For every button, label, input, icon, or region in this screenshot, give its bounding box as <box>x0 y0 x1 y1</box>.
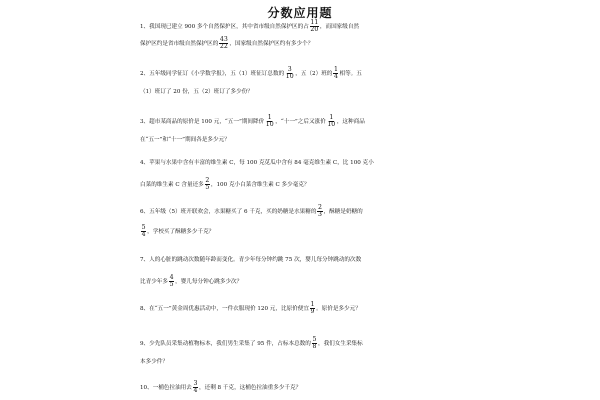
problem-text: 4、苹果与水果中含有丰富的维生素 C，每 100 克苋瓜中含有 84 毫克维生素 C，比 100 克小 <box>140 160 374 166</box>
problem-line <box>140 178 310 191</box>
problem-text: ，“十一”之后又涨价 <box>275 119 326 126</box>
fraction <box>285 67 294 80</box>
problem-text: 在“五一”和“十一”期间各是多少元？ <box>140 137 230 143</box>
fraction-numerator: 1 <box>329 114 334 121</box>
problem-line <box>140 302 361 315</box>
fraction-denominator: 10 <box>327 121 336 129</box>
problem-line <box>140 135 230 143</box>
page-title: 分数应用题 <box>267 6 333 20</box>
problem-text: 。原价是多少元？ <box>316 306 361 313</box>
fraction <box>317 205 322 218</box>
fraction-denominator: 5 <box>205 184 210 192</box>
fraction-numerator: 3 <box>287 66 292 73</box>
fraction-numerator: 1 <box>333 66 338 73</box>
fraction-numerator: 1 <box>310 301 315 308</box>
problem-text: ，还剩 8 千克，这桶色拉油重多少千克？ <box>199 385 302 392</box>
fraction <box>327 115 336 128</box>
problem-line <box>140 381 301 394</box>
problem-line <box>140 255 361 263</box>
problem-line <box>140 37 313 50</box>
problem-text: ，我们女生采集标 <box>317 341 363 348</box>
problem-line <box>140 205 363 218</box>
fraction-denominator: 10 <box>285 73 294 81</box>
problem-text: 6、五年级（5）班开联欢会，水果糖买了 6 千克，买的奶糖是水果糖的 <box>140 209 317 216</box>
problem-line <box>140 357 168 365</box>
problem-text: 比青少年多 <box>140 279 168 286</box>
problem-text: 本多少件？ <box>140 359 168 365</box>
problem-text: 10、一桶色拉油用去 <box>140 385 192 392</box>
problem-text: ，100 克小白菜含维生素 C 多少毫克？ <box>210 182 310 189</box>
fraction <box>205 178 210 191</box>
fraction <box>310 302 315 315</box>
problem-text: 白菜的维生素 C 含量还多 <box>140 182 204 189</box>
problem-text: ，五（2）班的 <box>295 71 333 78</box>
fraction <box>141 225 146 238</box>
problem-line <box>140 20 359 33</box>
problem-text: ，酥糖是奶糖的 <box>323 209 363 216</box>
problem-line <box>140 225 214 238</box>
fraction-numerator: 11 <box>310 19 319 26</box>
problem-line <box>140 158 374 166</box>
fraction-numerator: 2 <box>318 204 322 211</box>
fraction-denominator: 20 <box>310 26 319 34</box>
fraction <box>333 67 338 80</box>
problem-line <box>140 337 363 350</box>
problem-text: 1、我国现已建立 900 多个自然保护区，其中省市级自然保护区的占 <box>140 24 309 31</box>
fraction <box>193 381 198 394</box>
problem-text: 8、在“五一”黄金周优惠活动中，一件衣服现价 120 元，比原价便宜 <box>140 306 309 313</box>
fraction <box>169 275 174 288</box>
fraction-denominator: 4 <box>333 73 338 81</box>
fraction-denominator: 4 <box>193 387 198 395</box>
problem-text: ，婴儿每分钟心跳多少次？ <box>175 279 243 286</box>
problem-text: ，而国家级自然 <box>319 24 360 31</box>
problem-line <box>140 87 253 95</box>
problem-text: ，国家级自然保护区约有多少个？ <box>229 41 314 48</box>
problem-line <box>140 275 242 288</box>
problem-text: 7、人的心脏的跳动次数随年龄而变化。青少年每分钟约跳 75 次，婴儿每分钟跳动的次数 <box>140 257 362 263</box>
problem-text: （1）班订了 20 份，五（2）班订了多少份？ <box>140 89 253 95</box>
fraction-denominator: 9 <box>310 308 315 316</box>
problem-text: 保护区约是省市级自然保护区的 <box>140 41 219 48</box>
fraction-numerator: 4 <box>169 274 174 281</box>
fraction-numerator: 2 <box>205 177 210 184</box>
problem-text: 9、少先队员采集动植物标本，我们男生采集了 95 件，占标本总数的 <box>140 341 311 348</box>
fraction-denominator: 10 <box>265 121 274 129</box>
fraction-denominator: 22 <box>219 43 228 51</box>
fraction-numerator: 5 <box>312 336 317 343</box>
problem-text: 相等。五 <box>339 71 362 78</box>
fraction-numerator: 1 <box>267 114 272 121</box>
fraction-numerator: 5 <box>141 224 146 231</box>
fraction-denominator: 4 <box>141 231 146 239</box>
problem-line <box>140 67 362 80</box>
problem-text: ，这种商品 <box>336 119 365 126</box>
fraction-denominator: 5 <box>169 281 174 289</box>
problem-text: 2、五年级同学征订《小学数学报》，五（1）班征订总数的 <box>140 71 285 78</box>
fraction-denominator: 8 <box>312 343 317 351</box>
problem-text: ，学校买了酥糖多少千克？ <box>147 229 215 236</box>
fraction-denominator: 3 <box>318 211 322 219</box>
fraction <box>310 20 319 33</box>
fraction-numerator: 43 <box>219 36 228 43</box>
fraction-numerator: 3 <box>193 380 198 387</box>
fraction <box>312 337 317 350</box>
problem-text: 3、超市某商品的原价是 100 元，“五一”期间降价 <box>140 119 265 126</box>
problem-line <box>140 115 365 128</box>
fraction <box>265 115 274 128</box>
fraction <box>219 37 228 50</box>
